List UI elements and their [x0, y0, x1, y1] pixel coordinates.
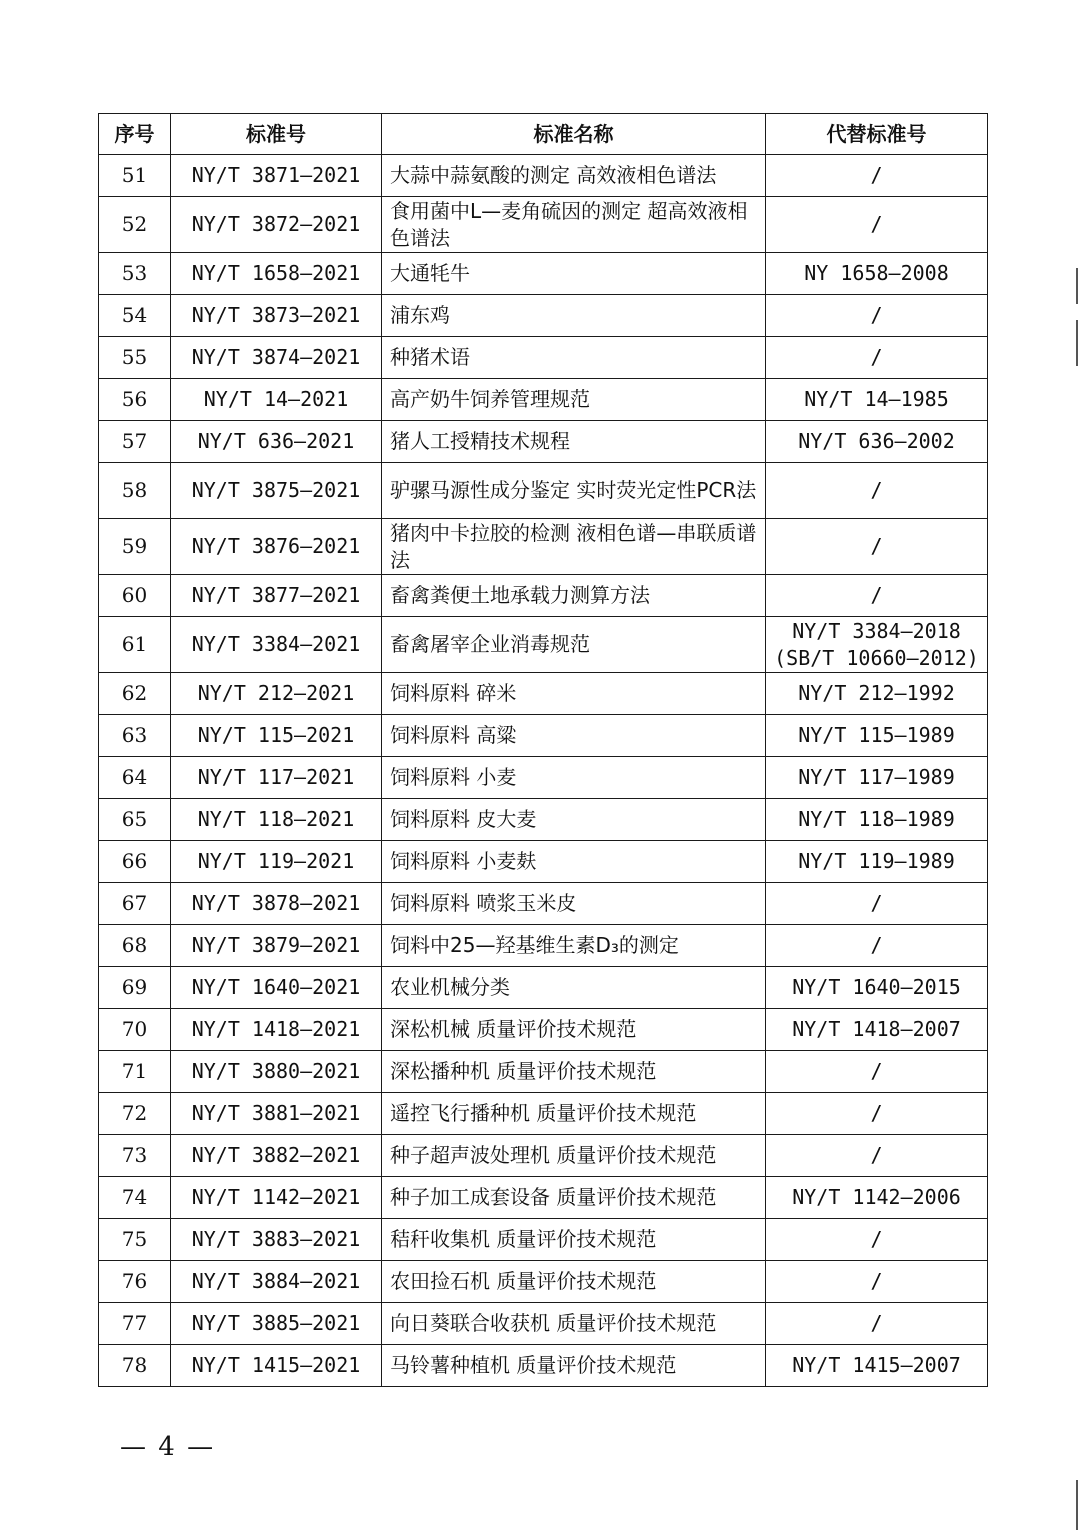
- cell-standard-name: 饲料原料 小麦麸: [382, 841, 766, 883]
- table-row: [99, 799, 988, 841]
- cell-seq: 55: [99, 337, 171, 379]
- cell-replaces: [766, 197, 988, 253]
- cell-seq: 62: [99, 673, 171, 715]
- cell-standard-name: 农业机械分类: [382, 967, 766, 1009]
- cell-standard-code: NY/T 1640—2021: [171, 967, 382, 1009]
- cell-replaces: [766, 253, 988, 295]
- cell-standard-name: 种子超声波处理机 质量评价技术规范: [382, 1135, 766, 1177]
- standards-table: [98, 113, 988, 1387]
- table-row: [99, 1345, 988, 1387]
- cell-seq: 52: [99, 197, 171, 253]
- cell-seq: 72: [99, 1093, 171, 1135]
- cell-standard-code: NY/T 212—2021: [171, 673, 382, 715]
- replaces-line: /: [870, 583, 883, 607]
- replaces-line: NY/T 117—1989: [798, 765, 955, 789]
- cell-standard-code: NY/T 3883—2021: [171, 1219, 382, 1261]
- replaces-line: /: [870, 1311, 883, 1335]
- cell-standard-name: 农田捡石机 质量评价技术规范: [382, 1261, 766, 1303]
- cell-standard-name: 饲料中25—羟基维生素D₃的测定: [382, 925, 766, 967]
- table-row: [99, 519, 988, 575]
- cell-standard-name: 饲料原料 小麦: [382, 757, 766, 799]
- table-header: [99, 114, 988, 155]
- cell-standard-code: NY/T 1415—2021: [171, 1345, 382, 1387]
- cell-seq: 56: [99, 379, 171, 421]
- replaces-line: /: [870, 534, 883, 558]
- cell-replaces: [766, 379, 988, 421]
- replaces-line: /: [870, 1101, 883, 1125]
- replaces-line: /: [870, 933, 883, 957]
- table-row: [99, 575, 988, 617]
- cell-replaces: [766, 1261, 988, 1303]
- table-row: [99, 673, 988, 715]
- cell-seq: 76: [99, 1261, 171, 1303]
- cell-standard-name: 深松机械 质量评价技术规范: [382, 1009, 766, 1051]
- scan-edge-mark: [1076, 320, 1078, 366]
- scan-edge-mark: [1076, 1480, 1078, 1530]
- cell-standard-name: 畜禽屠宰企业消毒规范: [382, 617, 766, 673]
- cell-standard-name: 遥控飞行播种机 质量评价技术规范: [382, 1093, 766, 1135]
- cell-replaces: [766, 1093, 988, 1135]
- cell-replaces: [766, 519, 988, 575]
- cell-standard-code: NY/T 14—2021: [171, 379, 382, 421]
- table-row: [99, 1177, 988, 1219]
- replaces-line: /: [870, 1227, 883, 1251]
- cell-standard-name: 种子加工成套设备 质量评价技术规范: [382, 1177, 766, 1219]
- cell-standard-code: NY/T 636—2021: [171, 421, 382, 463]
- cell-standard-name: 种猪术语: [382, 337, 766, 379]
- cell-seq: 73: [99, 1135, 171, 1177]
- table-row: [99, 1219, 988, 1261]
- cell-seq: 53: [99, 253, 171, 295]
- cell-standard-code: NY/T 3384—2021: [171, 617, 382, 673]
- cell-standard-name: 食用菌中L—麦角硫因的测定 超高效液相色谱法: [382, 197, 766, 253]
- cell-replaces: [766, 757, 988, 799]
- replaces-line: /: [870, 212, 883, 236]
- cell-seq: 64: [99, 757, 171, 799]
- cell-seq: 75: [99, 1219, 171, 1261]
- replaces-line: NY/T 118—1989: [798, 807, 955, 831]
- cell-standard-name: 猪肉中卡拉胶的检测 液相色谱—串联质谱法: [382, 519, 766, 575]
- cell-seq: 68: [99, 925, 171, 967]
- table-row: [99, 295, 988, 337]
- header-name: 标准名称: [382, 114, 766, 155]
- replaces-line: NY/T 119—1989: [798, 849, 955, 873]
- table-row: [99, 337, 988, 379]
- table-row: [99, 155, 988, 197]
- cell-standard-name: 浦东鸡: [382, 295, 766, 337]
- replaces-line: /: [870, 163, 883, 187]
- cell-seq: 66: [99, 841, 171, 883]
- cell-seq: 63: [99, 715, 171, 757]
- table-row: [99, 463, 988, 519]
- scan-edge-mark: [1076, 268, 1078, 304]
- table-row: [99, 1261, 988, 1303]
- cell-seq: 77: [99, 1303, 171, 1345]
- replaces-line: /: [870, 1143, 883, 1167]
- cell-replaces: [766, 1177, 988, 1219]
- cell-standard-name: 饲料原料 碎米: [382, 673, 766, 715]
- cell-standard-code: NY/T 3874—2021: [171, 337, 382, 379]
- replaces-line: /: [870, 303, 883, 327]
- cell-standard-name: 驴骡马源性成分鉴定 实时荧光定性PCR法: [382, 463, 766, 519]
- cell-replaces: [766, 617, 988, 673]
- cell-seq: 54: [99, 295, 171, 337]
- table-row: [99, 925, 988, 967]
- table-row: [99, 617, 988, 673]
- table-row: [99, 715, 988, 757]
- table-row: [99, 253, 988, 295]
- cell-replaces: [766, 1009, 988, 1051]
- table-body: [99, 155, 988, 1387]
- cell-seq: 74: [99, 1177, 171, 1219]
- header-row: [99, 114, 988, 155]
- cell-standard-name: 高产奶牛饲养管理规范: [382, 379, 766, 421]
- replaces-line: NY 1658—2008: [804, 261, 949, 285]
- table-row: [99, 967, 988, 1009]
- cell-standard-code: NY/T 3885—2021: [171, 1303, 382, 1345]
- cell-replaces: [766, 337, 988, 379]
- replaces-line: NY/T 1415—2007: [792, 1353, 961, 1377]
- cell-standard-code: NY/T 3884—2021: [171, 1261, 382, 1303]
- cell-standard-code: NY/T 3880—2021: [171, 1051, 382, 1093]
- cell-standard-code: NY/T 119—2021: [171, 841, 382, 883]
- replaces-line: NY/T 14—1985: [804, 387, 949, 411]
- cell-seq: 60: [99, 575, 171, 617]
- cell-standard-name: 马铃薯种植机 质量评价技术规范: [382, 1345, 766, 1387]
- cell-seq: 58: [99, 463, 171, 519]
- cell-standard-code: NY/T 1658—2021: [171, 253, 382, 295]
- page-number: — 4 —: [120, 1432, 216, 1462]
- cell-standard-code: NY/T 3873—2021: [171, 295, 382, 337]
- replaces-line: /: [870, 345, 883, 369]
- cell-standard-code: NY/T 118—2021: [171, 799, 382, 841]
- cell-standard-name: 畜禽粪便土地承载力测算方法: [382, 575, 766, 617]
- cell-standard-code: NY/T 115—2021: [171, 715, 382, 757]
- cell-seq: 59: [99, 519, 171, 575]
- cell-seq: 69: [99, 967, 171, 1009]
- replaces-line: /: [870, 478, 883, 502]
- table-row: [99, 379, 988, 421]
- cell-seq: 57: [99, 421, 171, 463]
- cell-replaces: [766, 1219, 988, 1261]
- cell-replaces: [766, 799, 988, 841]
- cell-standard-name: 深松播种机 质量评价技术规范: [382, 1051, 766, 1093]
- cell-standard-code: NY/T 3871—2021: [171, 155, 382, 197]
- header-code: 标准号: [171, 114, 382, 155]
- cell-replaces: [766, 155, 988, 197]
- cell-standard-code: NY/T 3879—2021: [171, 925, 382, 967]
- replaces-line: NY/T 1640—2015: [792, 975, 961, 999]
- cell-replaces: [766, 295, 988, 337]
- replaces-line: NY/T 3384—2018: [792, 618, 961, 643]
- cell-standard-name: 饲料原料 皮大麦: [382, 799, 766, 841]
- cell-seq: 51: [99, 155, 171, 197]
- table-row: [99, 421, 988, 463]
- cell-standard-name: 秸秆收集机 质量评价技术规范: [382, 1219, 766, 1261]
- cell-replaces: [766, 1345, 988, 1387]
- cell-standard-code: NY/T 3878—2021: [171, 883, 382, 925]
- replaces-line: (SB/T 10660—2012): [774, 645, 979, 670]
- cell-standard-code: NY/T 3872—2021: [171, 197, 382, 253]
- cell-standard-name: 向日葵联合收获机 质量评价技术规范: [382, 1303, 766, 1345]
- cell-standard-code: NY/T 3882—2021: [171, 1135, 382, 1177]
- replaces-line: NY/T 115—1989: [798, 723, 955, 747]
- cell-seq: 70: [99, 1009, 171, 1051]
- cell-seq: 67: [99, 883, 171, 925]
- table-row: [99, 1135, 988, 1177]
- header-seq: 序号: [99, 114, 171, 155]
- cell-seq: 61: [99, 617, 171, 673]
- cell-standard-name: 猪人工授精技术规程: [382, 421, 766, 463]
- cell-replaces: [766, 463, 988, 519]
- cell-replaces: [766, 673, 988, 715]
- cell-standard-code: NY/T 3881—2021: [171, 1093, 382, 1135]
- table-row: [99, 883, 988, 925]
- cell-replaces: [766, 715, 988, 757]
- cell-seq: 71: [99, 1051, 171, 1093]
- table-row: [99, 757, 988, 799]
- table-row: [99, 1093, 988, 1135]
- replaces-line: NY/T 212—1992: [798, 681, 955, 705]
- replaces-line: NY/T 1142—2006: [792, 1185, 961, 1209]
- cell-standard-code: NY/T 3875—2021: [171, 463, 382, 519]
- cell-replaces: [766, 967, 988, 1009]
- table-row: [99, 1303, 988, 1345]
- cell-standard-code: NY/T 117—2021: [171, 757, 382, 799]
- replaces-line: NY/T 1418—2007: [792, 1017, 961, 1041]
- table-row: [99, 1009, 988, 1051]
- header-replaces: 代替标准号: [766, 114, 988, 155]
- cell-replaces: [766, 421, 988, 463]
- cell-replaces: [766, 925, 988, 967]
- table-row: [99, 841, 988, 883]
- table-row: [99, 1051, 988, 1093]
- replaces-line: /: [870, 891, 883, 915]
- cell-standard-name: 饲料原料 喷浆玉米皮: [382, 883, 766, 925]
- cell-replaces: [766, 1303, 988, 1345]
- cell-standard-name: 大通牦牛: [382, 253, 766, 295]
- cell-standard-name: 饲料原料 高粱: [382, 715, 766, 757]
- replaces-line: /: [870, 1269, 883, 1293]
- cell-replaces: [766, 841, 988, 883]
- cell-replaces: [766, 1135, 988, 1177]
- cell-replaces: [766, 1051, 988, 1093]
- cell-seq: 78: [99, 1345, 171, 1387]
- cell-seq: 65: [99, 799, 171, 841]
- cell-standard-code: NY/T 1142—2021: [171, 1177, 382, 1219]
- cell-standard-name: 大蒜中蒜氨酸的测定 高效液相色谱法: [382, 155, 766, 197]
- cell-standard-code: NY/T 1418—2021: [171, 1009, 382, 1051]
- cell-replaces: [766, 575, 988, 617]
- replaces-line: NY/T 636—2002: [798, 429, 955, 453]
- table-row: [99, 197, 988, 253]
- cell-standard-code: NY/T 3877—2021: [171, 575, 382, 617]
- cell-replaces: [766, 883, 988, 925]
- replaces-line: /: [870, 1059, 883, 1083]
- cell-standard-code: NY/T 3876—2021: [171, 519, 382, 575]
